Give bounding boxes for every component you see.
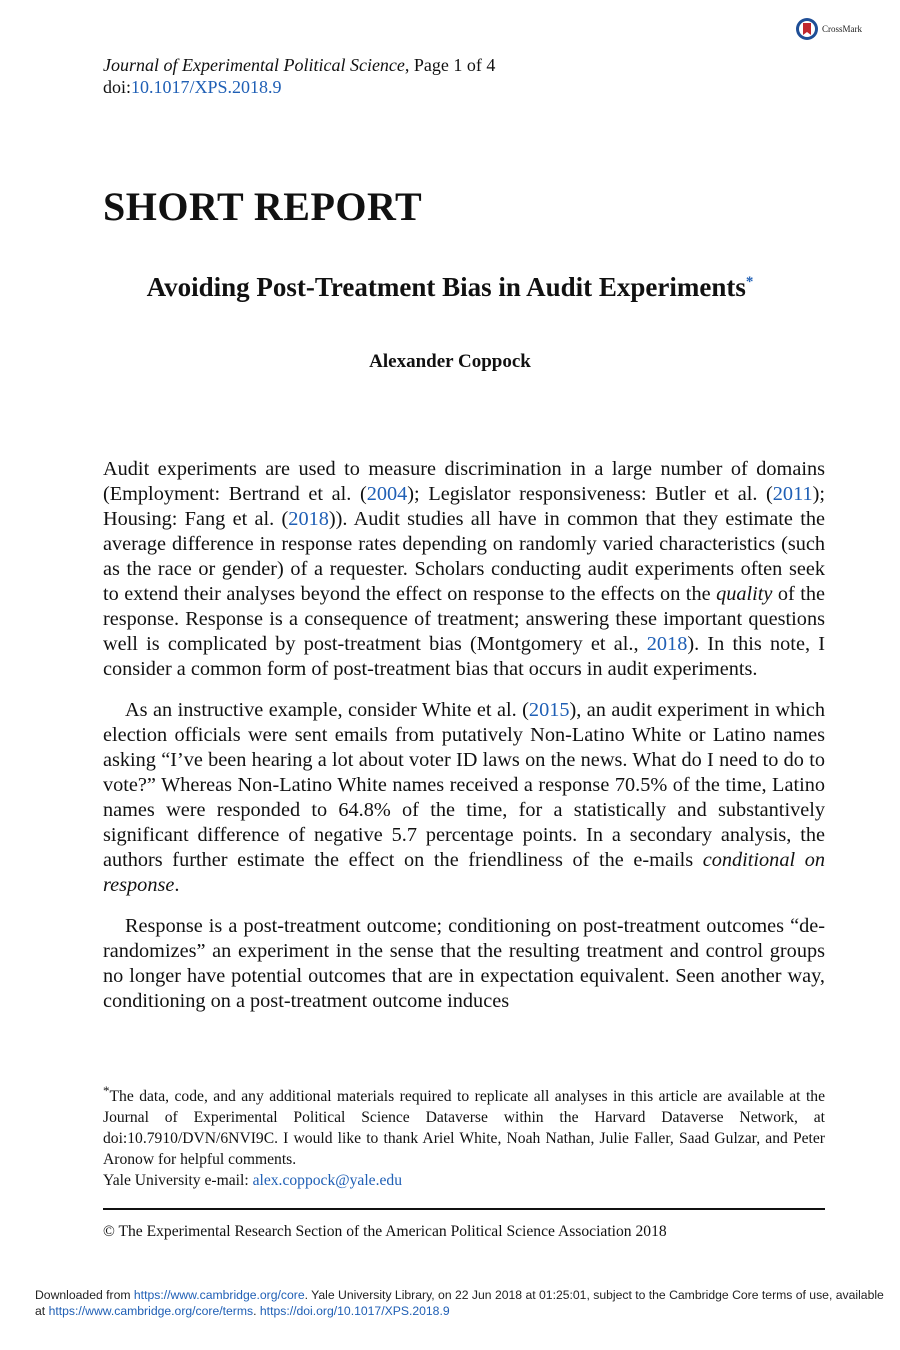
text-run: of the response. Response is a consequence of treatment; answering these important questions well is complicated by post-treatment bias (Montgomery et al., [103, 583, 825, 655]
paragraph-3 [103, 914, 825, 1014]
cambridge-core-link[interactable]: https://www.cambridge.org/core [133, 1288, 305, 1302]
email-link[interactable]: alex.coppock@yale.edu [252, 1172, 403, 1190]
text-run: Response is a post-treatment outcome; conditioning on post-treatment outcomes “de-randomizes” an experiment in the sense that the resulting treatment and control groups no longer have potential outcomes that are in expectation equivalent. Seen another way, conditioning on a post-treatment outcome induces [103, 915, 825, 1012]
citation-link[interactable]: 2011 [772, 483, 813, 505]
article-body [103, 457, 825, 1030]
text-run: ), an audit experiment in which election officials were sent emails from putatively Non-Latino White or Latino names asking “I’ve been hearing a lot about voter ID laws on the news. What do I need to do to vote?” Whereas Non-Latino White names received a response 70.5% of the time, Latino names were responded to 64.8% of the time, for a statistically and substantively significant difference of negative 5.7 percentage points. In a secondary analysis, the authors further estimate the effect on the friendliness of the e-mails [103, 699, 825, 871]
download-notice [35, 1287, 885, 1319]
running-header [103, 54, 495, 98]
author-name: Alexander Coppock [369, 351, 531, 372]
footnote [103, 1080, 825, 1191]
text-run: . [253, 1304, 260, 1318]
journal-name: Journal of Experimental Political Science [103, 55, 405, 75]
page-indicator: , Page 1 of 4 [404, 55, 496, 75]
text-run: ); Legislator responsiveness: Butler et al. ( [407, 483, 773, 505]
terms-link[interactable]: https://www.cambridge.org/core/terms [48, 1304, 254, 1318]
text-run: Audit experiments are used to measure discrimination in a large number of domains (Employment: Bertrand et al. ( [103, 458, 825, 505]
crossmark-badge[interactable] [795, 17, 862, 41]
article-title-text: Avoiding Post-Treatment Bias in Audit Experiments [146, 272, 746, 302]
crossmark-icon [795, 17, 819, 41]
title-footnote-marker[interactable]: * [745, 274, 754, 290]
crossmark-label: CrossMark [822, 24, 862, 34]
text-run: . Yale University Library, on 22 Jun 2018 at 01:25:01, subject to the Cambridge Core terms of use, available at [35, 1288, 884, 1318]
paragraph-2 [103, 698, 825, 898]
article-title [0, 272, 900, 303]
doi-url-link[interactable]: https://doi.org/10.1017/XPS.2018.9 [259, 1304, 450, 1318]
text-run: )). Audit studies all have in common that they estimate the average difference in response rates depending on randomly varied characteristics (such as the race or gender) of a requester. Scholars conducting audit experiments often seek to extend their analyses beyond the effect on response to the effects on the [103, 508, 826, 605]
copyright-notice: © The Experimental Research Section of the American Political Science Association 2018 [103, 1223, 667, 1240]
journal-line [103, 54, 495, 76]
text-run: ). In this note, I consider a common form of post-treatment bias that occurs in audit experiments. [103, 633, 825, 680]
doi-prefix: doi: [103, 77, 132, 97]
text-run: Downloaded from [35, 1288, 134, 1302]
footer-rule [103, 1208, 825, 1210]
section-label: SHORT REPORT [103, 184, 423, 229]
citation-link[interactable]: 2018 [288, 508, 329, 530]
footnote-body: The data, code, and any additional materials required to replicate all analyses in this article are available at the Journal of Experimental Political Science Dataverse within the Harvard Dataverse Network, at doi:10.7910/DVN/6NVI9C. I would like to thank Ariel White, Noah Nathan, Julie Faller, Saad Gulzar, and Peter Aronow for helpful comments. [103, 1088, 825, 1169]
emphasis: quality [716, 583, 773, 605]
citation-link[interactable]: 2004 [366, 483, 408, 505]
emphasis: conditional on response [103, 849, 825, 896]
footnote-text [103, 1080, 825, 1170]
citation-link[interactable]: 2018 [646, 633, 688, 655]
doi-link[interactable]: 10.1017/XPS.2018.9 [131, 77, 282, 97]
text-run: . [174, 874, 180, 896]
doi-line [103, 76, 495, 98]
paragraph-1 [103, 457, 825, 682]
citation-link[interactable]: 2015 [528, 699, 570, 721]
footnote-marker: * [103, 1083, 110, 1098]
text-run: ); Housing: Fang et al. ( [103, 483, 825, 530]
text-run: As an instructive example, consider White et al. ( [125, 699, 529, 721]
affiliation: Yale University e-mail: [103, 1172, 253, 1190]
affiliation-line [103, 1170, 825, 1191]
